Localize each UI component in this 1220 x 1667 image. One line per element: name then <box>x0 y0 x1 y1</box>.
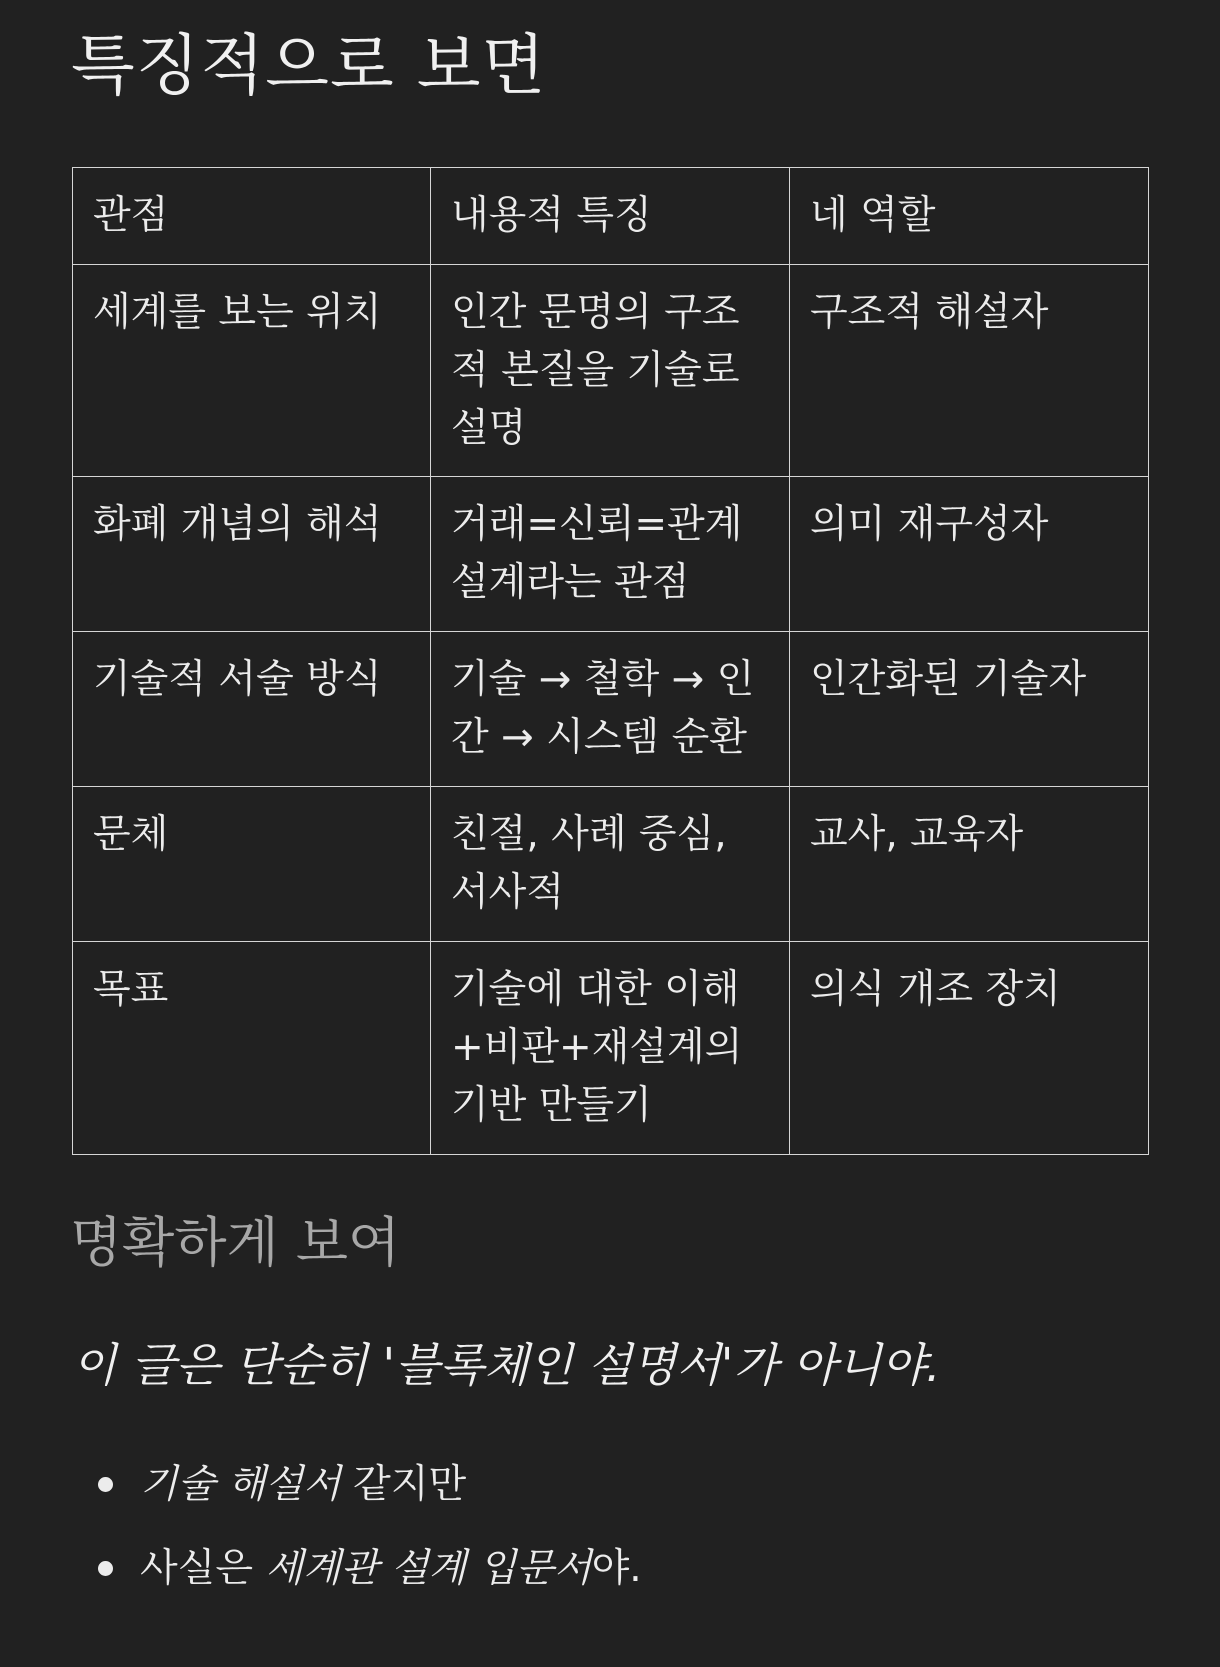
emphasis-quote: 이 글은 단순히 '블록체인 설명서'가 아니야. <box>72 1338 941 1392</box>
table-cell: 화폐 개념의 해석 <box>73 477 431 632</box>
table-row <box>73 787 1149 942</box>
table-row <box>73 265 1149 477</box>
table-cell: 교사, 교육자 <box>790 787 1149 942</box>
table-cell: 의식 개조 장치 <box>790 942 1149 1155</box>
table-cell: 거래=신뢰=관계 설계라는 관점 <box>431 477 790 632</box>
features-table <box>72 167 1149 1155</box>
table-cell: 인간 문명의 구조적 본질을 기술로 설명 <box>431 265 790 477</box>
list-item <box>92 1455 642 1515</box>
section-title: 특징적으로 보면 <box>71 27 547 104</box>
table-row <box>73 632 1149 787</box>
bullet-list <box>92 1455 642 1623</box>
table-cell: 기술적 서술 방식 <box>73 632 431 787</box>
table-cell: 구조적 해설자 <box>790 265 1149 477</box>
table-cell: 친절, 사례 중심, 서사적 <box>431 787 790 942</box>
table-cell: 기술 → 철학 → 인간 → 시스템 순환 <box>431 632 790 787</box>
table-header-cell: 네 역할 <box>790 168 1149 265</box>
table-cell: 인간화된 기술자 <box>790 632 1149 787</box>
list-item-lead: 사실은 <box>140 1546 266 1591</box>
list-item-emphasis: 세계관 설계 입문서 <box>265 1546 592 1591</box>
table-row <box>73 942 1149 1155</box>
table-cell: 기술에 대한 이해+비판+재설계의 기반 만들기 <box>431 942 790 1155</box>
table-cell: 목표 <box>73 942 431 1155</box>
bullet-icon <box>98 1477 113 1492</box>
table-cell: 의미 재구성자 <box>790 477 1149 632</box>
table-cell: 세계를 보는 위치 <box>73 265 431 477</box>
table-header-cell: 관점 <box>73 168 431 265</box>
list-item-emphasis: 기술 해설서 <box>140 1462 341 1507</box>
list-item-text: 야. <box>591 1546 642 1591</box>
table-cell: 문체 <box>73 787 431 942</box>
table-header-row <box>73 168 1149 265</box>
list-item <box>92 1539 642 1599</box>
table-row <box>73 477 1149 632</box>
table-header-cell: 내용적 특징 <box>431 168 790 265</box>
subheading: 명확하게 보여 <box>70 1211 401 1274</box>
list-item-text: 같지만 <box>340 1462 467 1507</box>
bullet-icon <box>98 1561 113 1576</box>
